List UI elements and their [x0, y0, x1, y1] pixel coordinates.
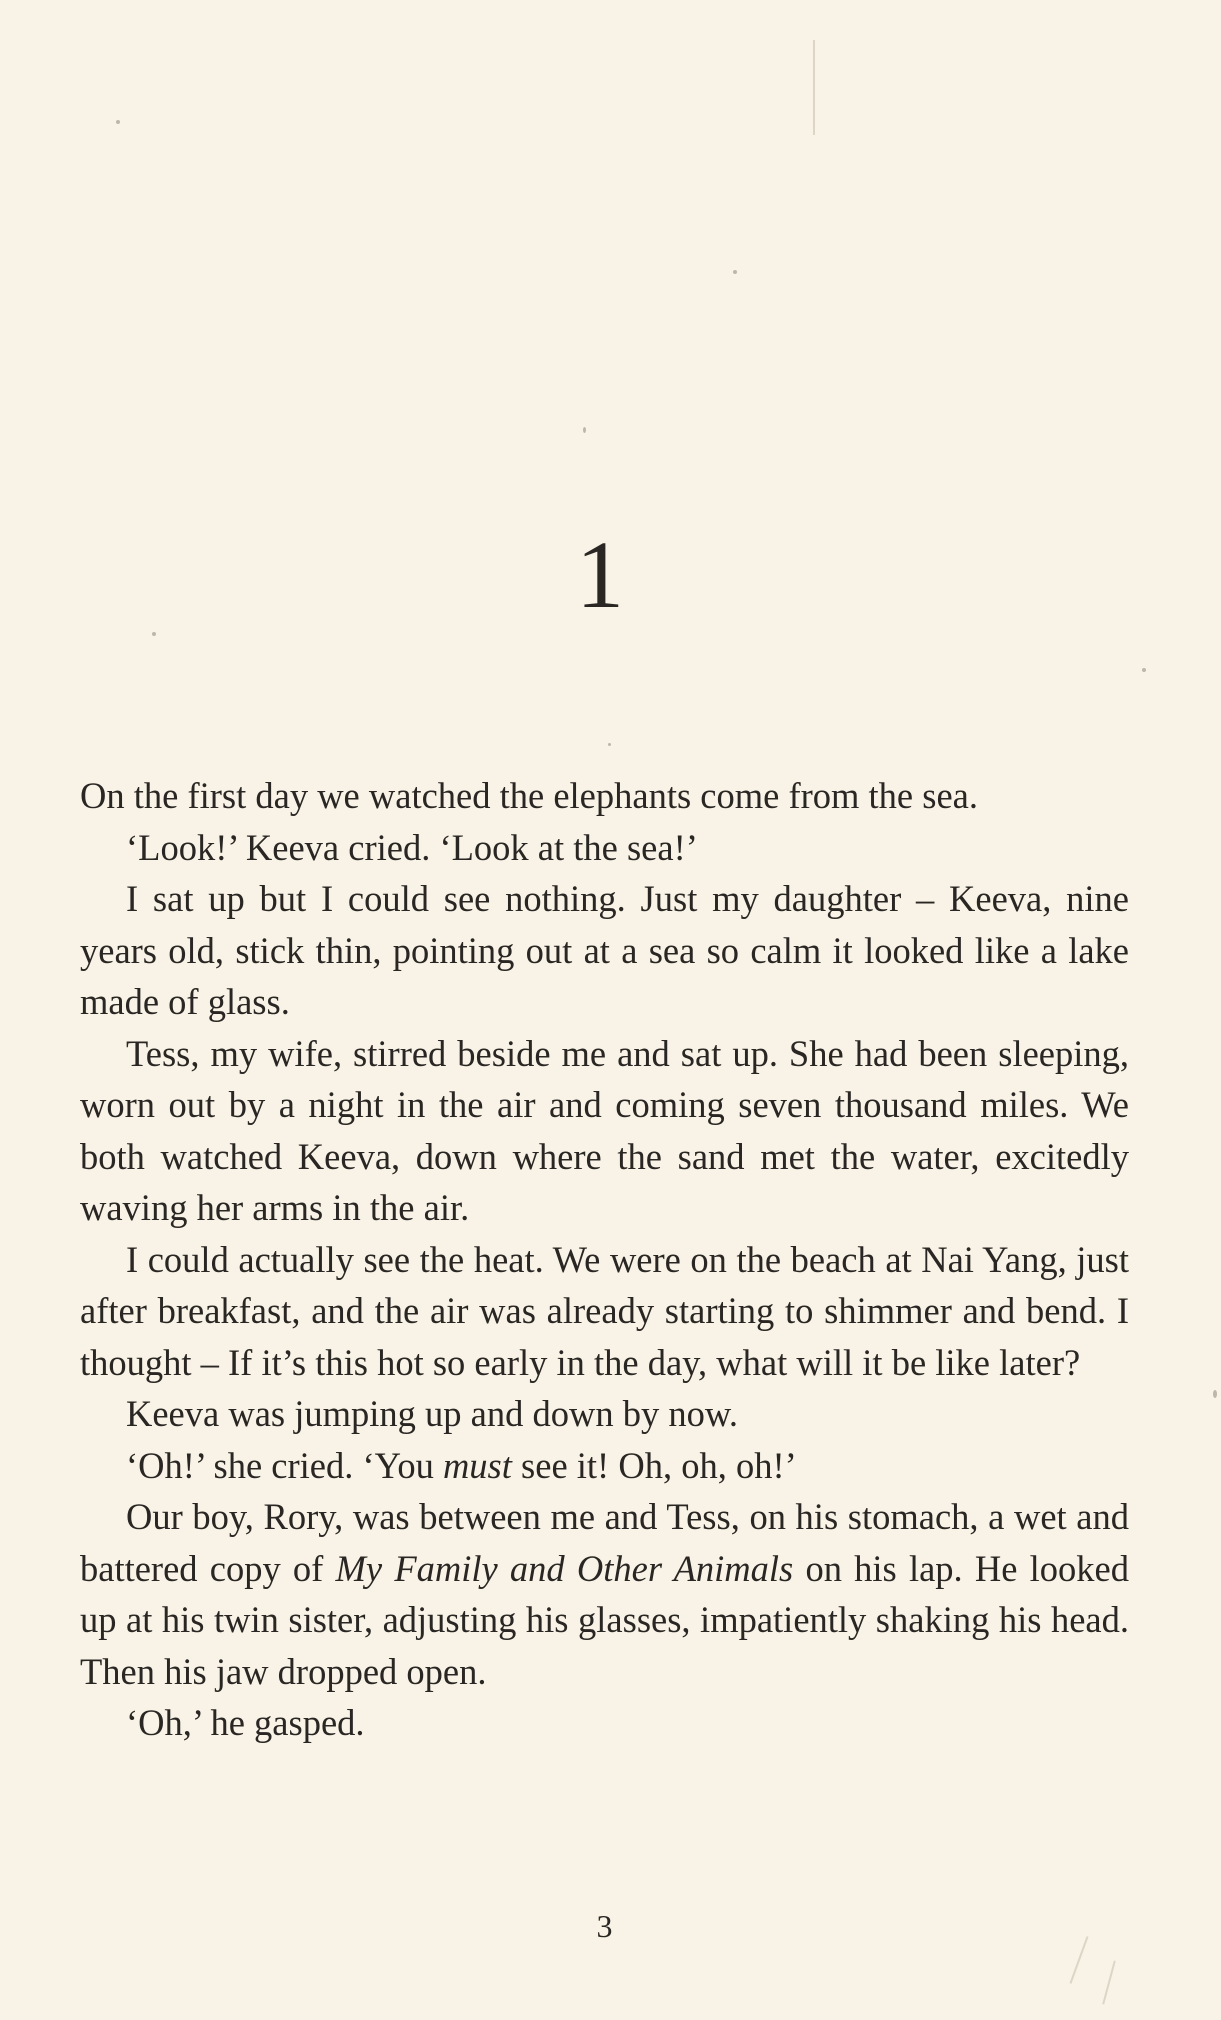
paper-speck: [152, 632, 156, 636]
paper-speck: [583, 427, 586, 433]
chapter-body: [80, 770, 1129, 1749]
paragraph: Tess, my wife, stirred beside me and sat up. She had been sleeping, worn out by a night in the air and coming seven thousand miles. We both watched Keeva, down where the sand met the water, excitedly waving her arms in the air.: [80, 1032, 1129, 1228]
page-number: 3: [596, 1908, 613, 1944]
paragraph-text: on his lap. He looked up at his twin sister, adjusting his glasses, impatiently shaking his head. Then his jaw dropped open.: [80, 1547, 1129, 1692]
paper-speck: [1142, 668, 1146, 672]
book-title: My Family and Other Animals: [335, 1547, 794, 1589]
paragraph-text: Our boy, Rory, was between me and Tess, on his stomach, a wet and battered copy of: [80, 1496, 1129, 1589]
paragraph-text: ‘Oh!’ she cried. ‘You: [126, 1444, 443, 1486]
paragraph: On the first day we watched the elephants come from the sea.: [80, 775, 978, 816]
paragraph: ‘Oh,’ he gasped.: [126, 1702, 365, 1743]
paragraph: [80, 1491, 1129, 1697]
paper-speck: [733, 270, 737, 274]
paper-scratch: [813, 40, 815, 135]
paragraph: ‘Look!’ Keeva cried. ‘Look at the sea!’: [126, 826, 698, 868]
emphasis-text: must: [442, 1444, 512, 1486]
paragraph: [80, 1440, 1129, 1492]
chapter-number: 1: [576, 521, 624, 628]
paper-speck: [1213, 1390, 1217, 1398]
paragraph: Keeva was jumping up and down by now.: [126, 1393, 738, 1434]
paper-speck: [116, 120, 120, 124]
paragraph: I sat up but I could see nothing. Just my daughter – Keeva, nine years old, stick thin, pointing out at a sea so calm it looked like a lake made of glass.: [80, 878, 1129, 1022]
paragraph: I could actually see the heat. We were on the beach at Nai Yang, just after breakfast, and the air was already starting to shimmer and bend. I thought – If it’s this hot so early in the day, what will it be like later?: [80, 1238, 1129, 1383]
paragraph-text: see it! Oh, oh, oh!’: [511, 1444, 797, 1486]
paper-scratch: [1102, 1961, 1116, 2005]
paper-speck: [608, 743, 611, 746]
